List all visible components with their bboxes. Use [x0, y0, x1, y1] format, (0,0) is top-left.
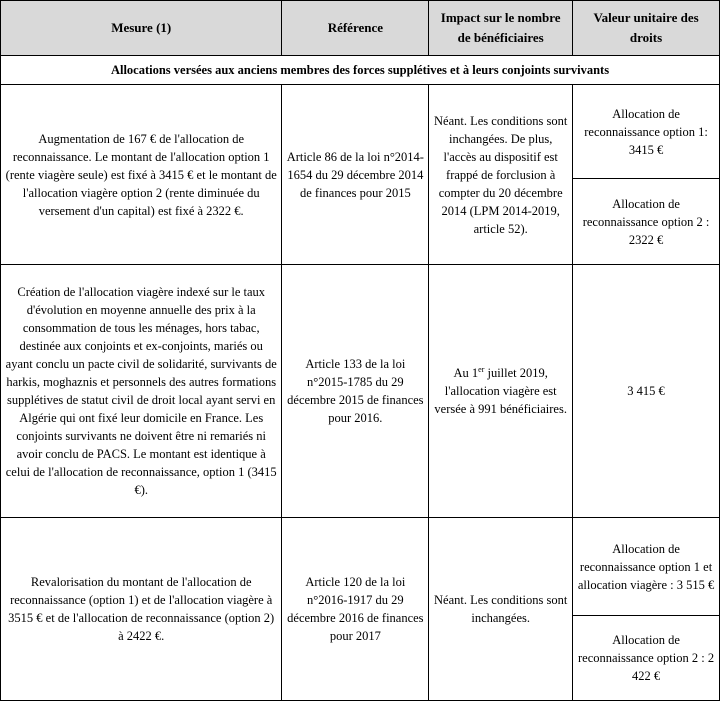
row3-reference: Article 120 de la loi n°2016-1917 du 29 décembre 2016 de finances pour 2017 [282, 518, 429, 701]
header-row [1, 1, 720, 56]
row2-impact: Au 1er juillet 2019, l'allocation viagère est versée à 991 bénéficiaires. [429, 265, 573, 518]
row3-mesure: Revalorisation du montant de l'allocation de reconnaissance (option 1) et de l'allocation viagère à 3515 € et de l'allocation de reconnaissance (option 2) à 2422 €. [1, 518, 282, 701]
row1-valeur-2: Allocation de reconnaissance option 2 : 2322 € [573, 179, 720, 265]
row1-valeur-1: Allocation de reconnaissance option 1: 3415 € [573, 85, 720, 179]
row3-valeur-2: Allocation de reconnaissance option 2 : 2 422 € [573, 616, 720, 701]
table-row [1, 265, 720, 518]
row2-mesure: Création de l'allocation viagère indexé sur le taux d'évolution en moyenne annuelle des prix à la consommation de tous les ménages, hors tabac, destinée aux conjoints et ex-conjoints, mariés ou ayant conclu un pacte civil de solidarité, survivants de harkis, moghaznis et personnels des autres formations supplétives de statut civil de droit local ayant servi en Algérie qui ont fixé leur domicile en France. Les conjoints survivants ne doivent être ni remariés ni avoir conclu de PACS. Le montant est identique à celui de l'allocation de reconnaissance, option 1 (3415 €). [1, 265, 282, 518]
section-row [1, 56, 720, 85]
row2-reference: Article 133 de la loi n°2015-1785 du 29 décembre 2015 de finances pour 2016. [282, 265, 429, 518]
row1-impact: Néant. Les conditions sont inchangées. De plus, l'accès au dispositif est frappé de forclusion à compter du 20 décembre 2014 (LPM 2014-2019, article 52). [429, 85, 573, 265]
row1-reference: Article 86 de la loi n°2014-1654 du 29 décembre 2014 de finances pour 2015 [282, 85, 429, 265]
header-reference: Référence [282, 1, 429, 56]
header-valeur: Valeur unitaire des droits [573, 1, 720, 56]
header-mesure: Mesure (1) [1, 1, 282, 56]
section-title: Allocations versées aux anciens membres des forces supplétives et à leurs conjoints survivants [1, 56, 720, 85]
row1-mesure: Augmentation de 167 € de l'allocation de reconnaissance. Le montant de l'allocation option 1 (rente viagère seule) est fixé à 3415 € et le montant de l'allocation viagère option 2 (rente diminuée du versement d'un capital) est fixé à 2322 €. [1, 85, 282, 265]
row2-valeur: 3 415 € [573, 265, 720, 518]
row3-valeur-1: Allocation de reconnaissance option 1 et allocation viagère : 3 515 € [573, 518, 720, 616]
table-row [1, 85, 720, 179]
header-impact: Impact sur le nombre de bénéficiaires [429, 1, 573, 56]
table-row [1, 518, 720, 616]
row3-impact: Néant. Les conditions sont inchangées. [429, 518, 573, 701]
